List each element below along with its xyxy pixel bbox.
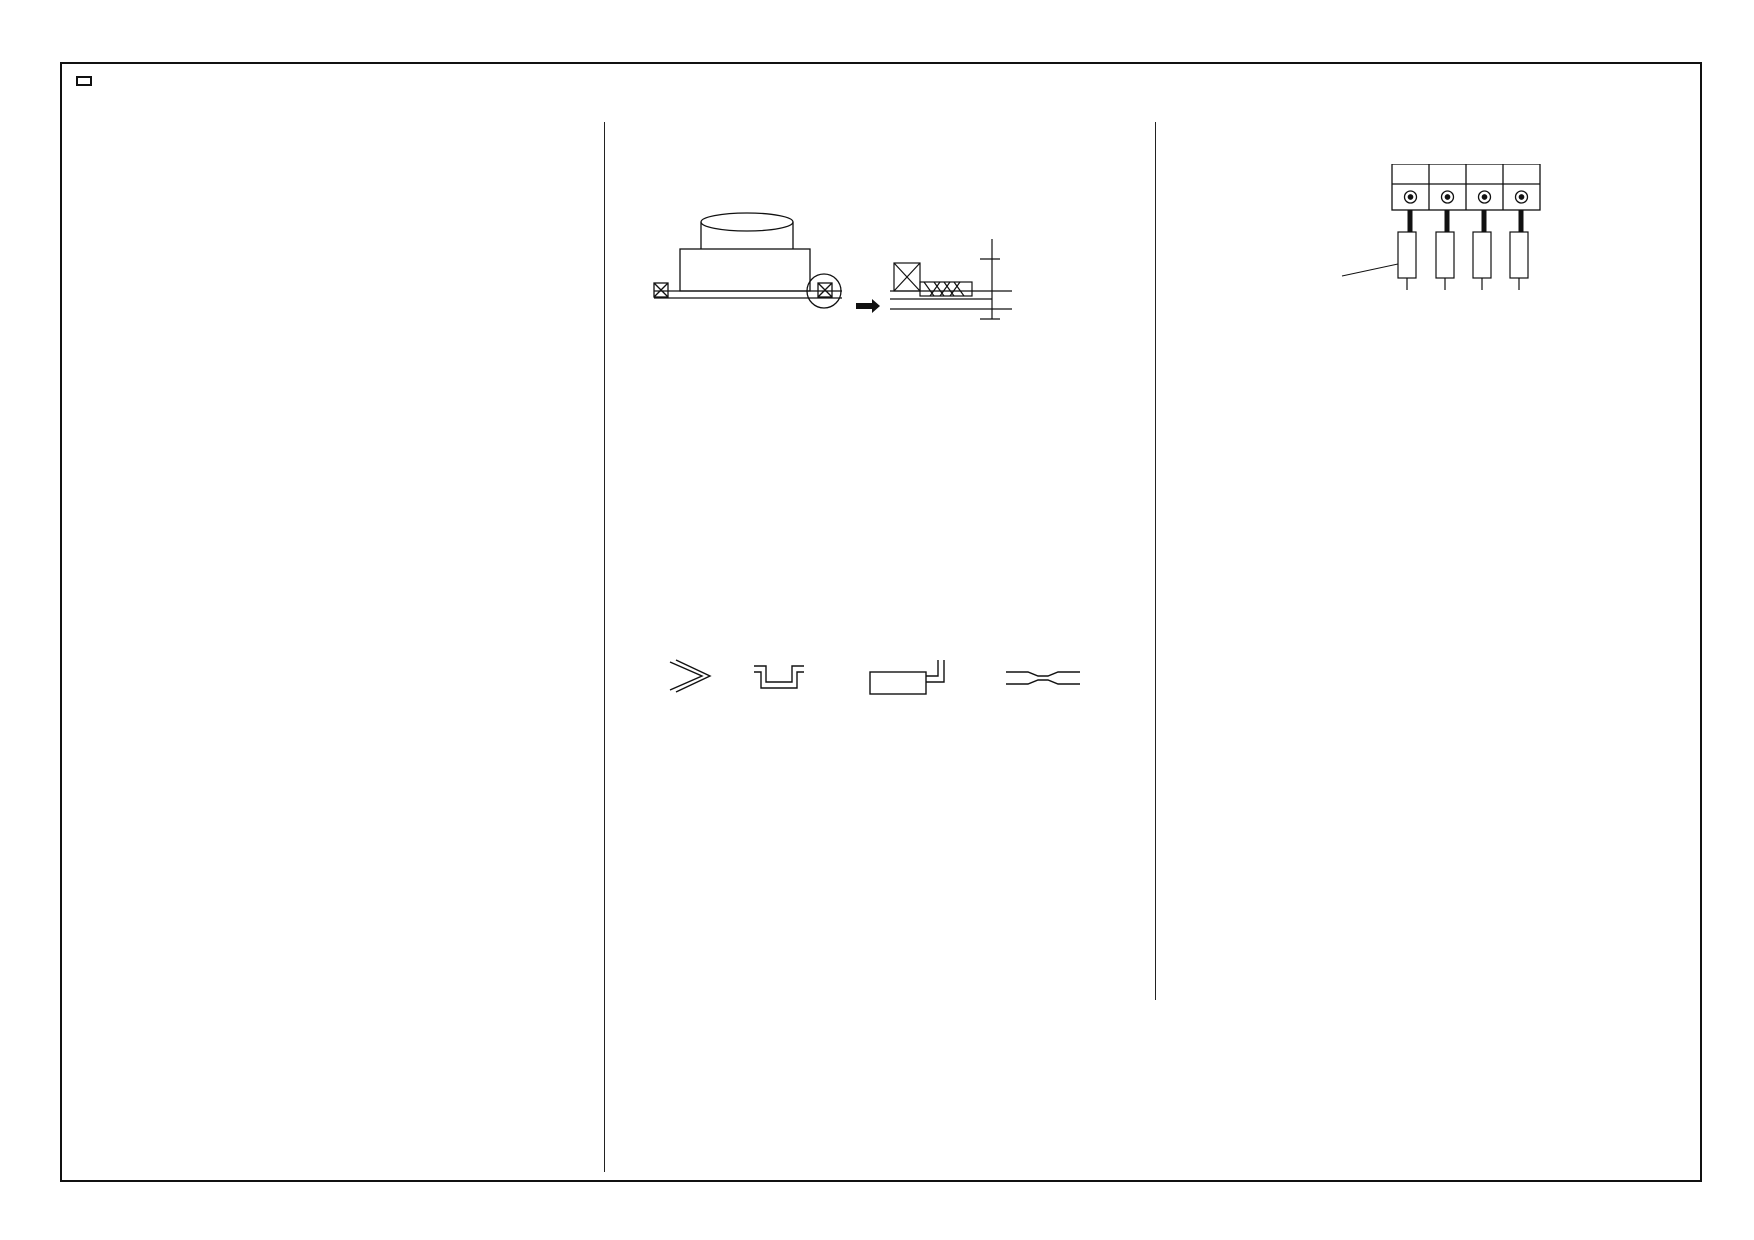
terminal-block — [1392, 164, 1540, 210]
bend-near-outlet-drawing — [870, 660, 944, 694]
column-divider-1 — [604, 122, 605, 1172]
install-diagram — [632, 199, 1172, 374]
sharp-bend-drawing — [670, 660, 710, 692]
fan-unit-drawing — [654, 213, 842, 308]
terminal-diagram — [1192, 164, 1662, 294]
bad-duct-examples — [666, 658, 1106, 698]
detail-drawing — [890, 239, 1012, 319]
document-frame — [60, 62, 1702, 1182]
wires — [1342, 210, 1528, 290]
constriction-drawing — [1006, 672, 1080, 684]
enlarge-arrow — [856, 299, 880, 313]
multiple-bends-drawing — [754, 666, 804, 688]
page-title — [76, 76, 92, 86]
